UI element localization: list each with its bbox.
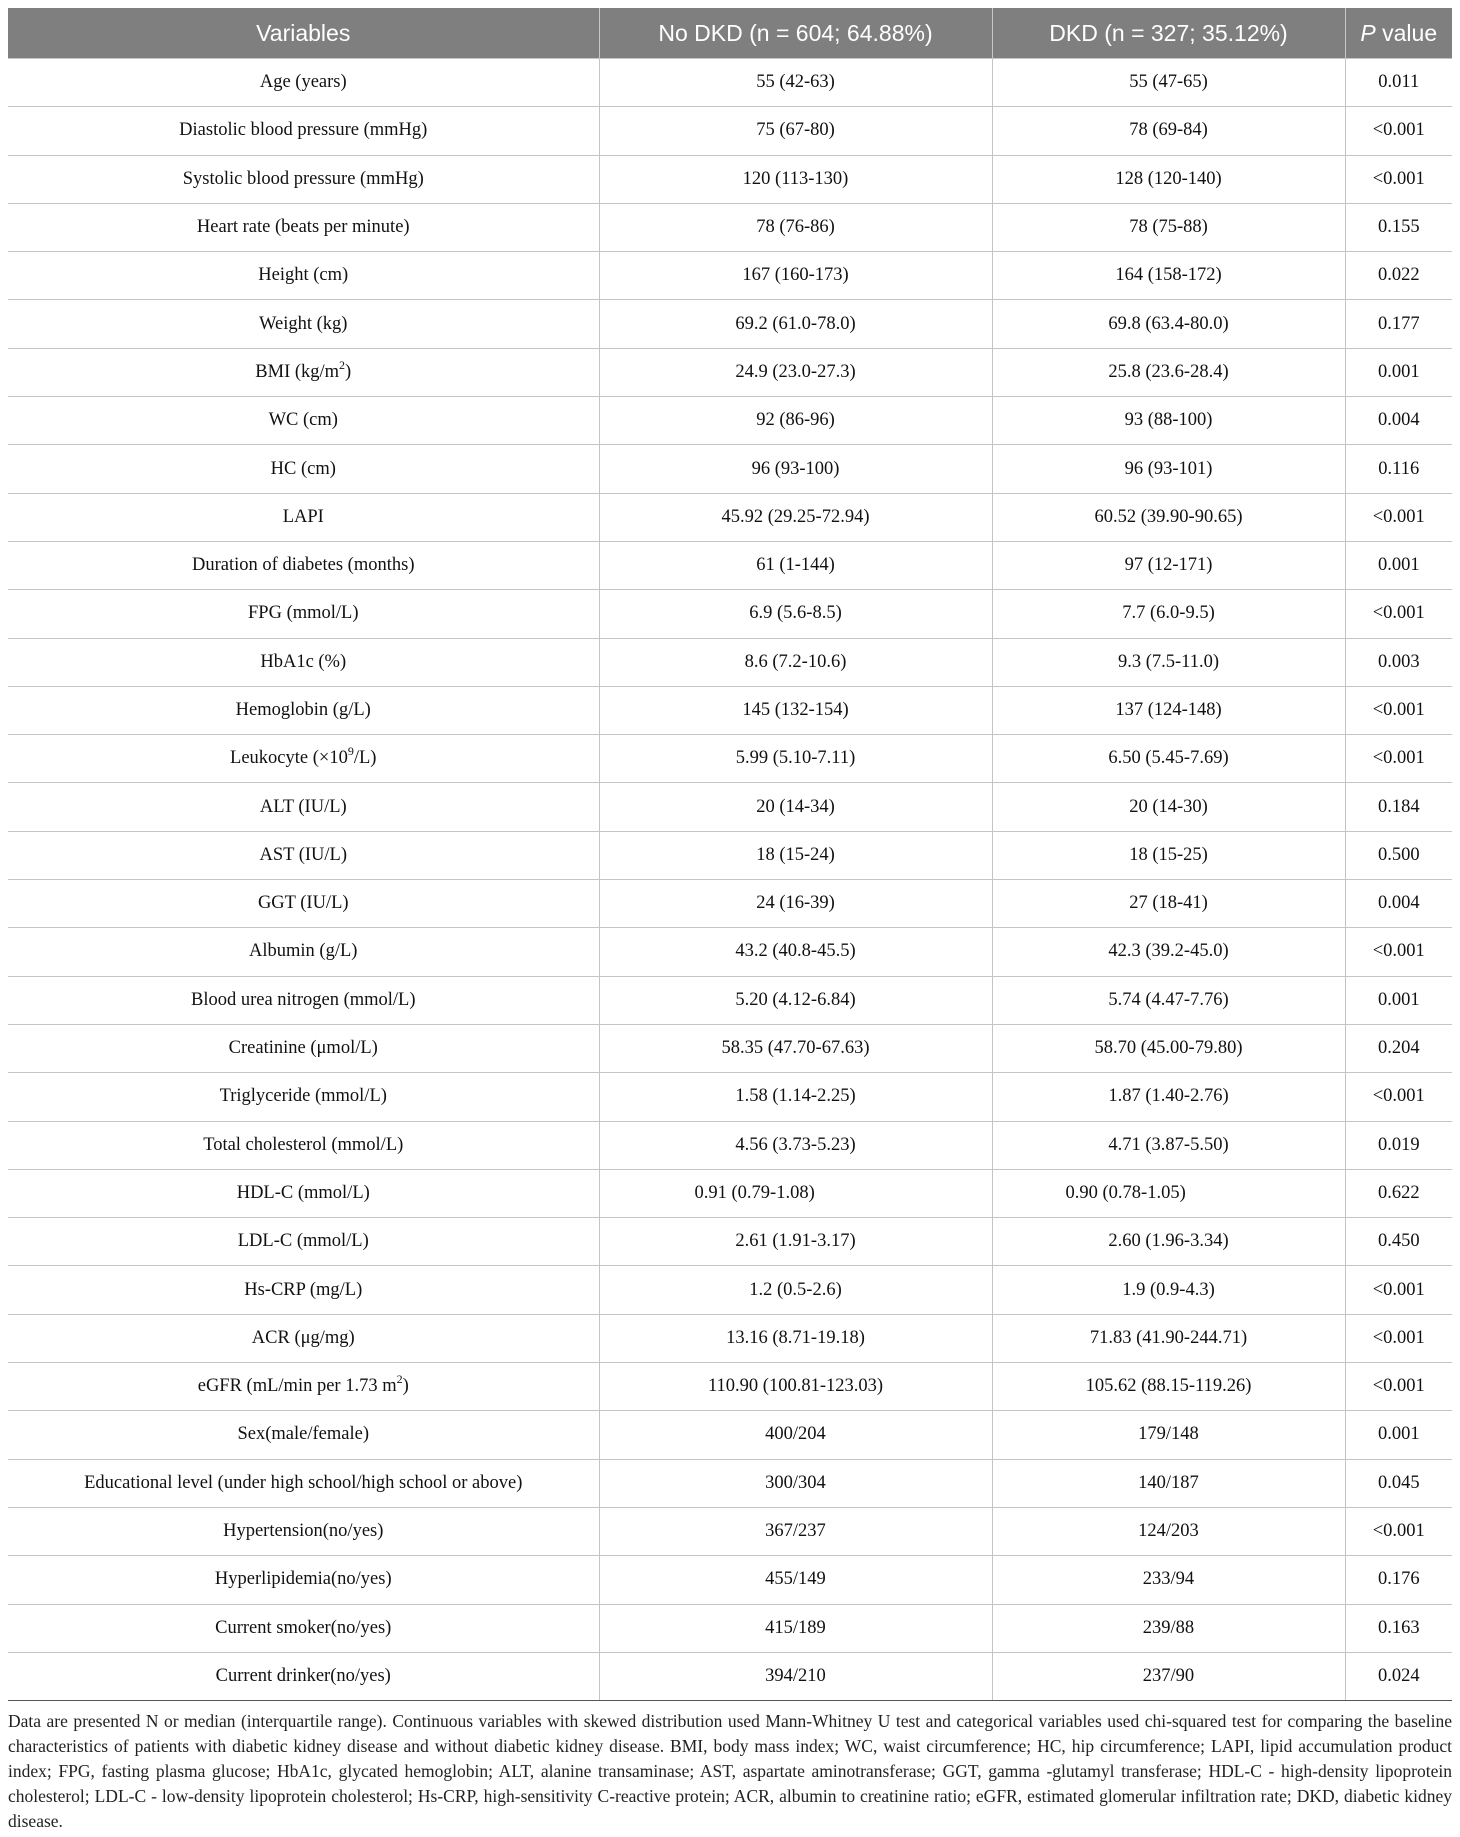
p-value: <0.001 bbox=[1345, 1266, 1452, 1314]
no-dkd-value: 55 (42-63) bbox=[599, 59, 992, 107]
header-p-rest: value bbox=[1375, 19, 1438, 46]
table-footnote: Data are presented N or median (interquartile range). Continuous variables with skewed distribution used Mann-Whitney U test and categorical variables used chi-squared test for comparing the baseline characteristics of patients with diabetic kidney disease and without diabetic kidney disease. BMI, body mass index; WC, waist circumference; HC, hip circumference; LAPI, lipid accumulation product index; FPG, fasting plasma glucose; HbA1c, glycated hemoglobin; ALT, alanine transaminase; AST, aspartate aminotransferase; GGT, gamma -glutamyl transferase; HDL-C - high-density lipoprotein cholesterol; LDL-C - low-density lipoprotein cholesterol; Hs-CRP, high-sensitivity C-reactive protein; ACR, albumin to creatinine ratio; eGFR, estimated glomerular infiltration rate; DKD, diabetic kidney disease. bbox=[8, 1711, 1452, 1832]
p-value: 0.177 bbox=[1345, 300, 1452, 348]
p-value: 0.001 bbox=[1345, 541, 1452, 589]
no-dkd-value: 24 (16-39) bbox=[599, 880, 992, 928]
p-value: 0.184 bbox=[1345, 783, 1452, 831]
no-dkd-value: 400/204 bbox=[599, 1411, 992, 1459]
variable-label: Diastolic blood pressure (mmHg) bbox=[8, 107, 599, 155]
variable-label: Duration of diabetes (months) bbox=[8, 541, 599, 589]
variable-label: HC (cm) bbox=[8, 445, 599, 493]
p-value: 0.204 bbox=[1345, 1024, 1452, 1072]
dkd-value: 137 (124-148) bbox=[992, 686, 1345, 734]
table-row bbox=[8, 928, 1452, 976]
variable-label: Triglyceride (mmol/L) bbox=[8, 1073, 599, 1121]
p-value: 0.001 bbox=[1345, 348, 1452, 396]
p-value: 0.001 bbox=[1345, 1411, 1452, 1459]
p-value: <0.001 bbox=[1345, 155, 1452, 203]
dkd-value: 60.52 (39.90-90.65) bbox=[992, 493, 1345, 541]
variable-label: Current smoker(no/yes) bbox=[8, 1604, 599, 1652]
p-value: 0.004 bbox=[1345, 397, 1452, 445]
variable-label: Systolic blood pressure (mmHg) bbox=[8, 155, 599, 203]
no-dkd-value: 78 (76-86) bbox=[599, 203, 992, 251]
dkd-value: 96 (93-101) bbox=[992, 445, 1345, 493]
table-header bbox=[8, 8, 1452, 59]
table-row bbox=[8, 638, 1452, 686]
variable-label: Hemoglobin (g/L) bbox=[8, 686, 599, 734]
p-value: <0.001 bbox=[1345, 686, 1452, 734]
p-value: <0.001 bbox=[1345, 1507, 1452, 1555]
no-dkd-value: 43.2 (40.8-45.5) bbox=[599, 928, 992, 976]
dkd-value: 233/94 bbox=[992, 1556, 1345, 1604]
p-value: 0.116 bbox=[1345, 445, 1452, 493]
no-dkd-value: 120 (113-130) bbox=[599, 155, 992, 203]
table-row bbox=[8, 252, 1452, 300]
dkd-value: 237/90 bbox=[992, 1652, 1345, 1700]
label-superscript: 2 bbox=[339, 357, 346, 372]
table-row bbox=[8, 831, 1452, 879]
variable-label: HDL-C (mmol/L) bbox=[8, 1169, 599, 1217]
p-value: 0.022 bbox=[1345, 252, 1452, 300]
variable-label: LDL-C (mmol/L) bbox=[8, 1218, 599, 1266]
dkd-value: 78 (69-84) bbox=[992, 107, 1345, 155]
header-no-dkd: No DKD (n = 604; 64.88%) bbox=[599, 8, 992, 59]
no-dkd-value: 61 (1-144) bbox=[599, 541, 992, 589]
table-row bbox=[8, 1218, 1452, 1266]
no-dkd-value: 69.2 (61.0-78.0) bbox=[599, 300, 992, 348]
variable-label: HbA1c (%) bbox=[8, 638, 599, 686]
table-row bbox=[8, 590, 1452, 638]
variable-label bbox=[8, 1363, 599, 1411]
p-value: <0.001 bbox=[1345, 1363, 1452, 1411]
no-dkd-value: 45.92 (29.25-72.94) bbox=[599, 493, 992, 541]
dkd-value: 25.8 (23.6-28.4) bbox=[992, 348, 1345, 396]
dkd-value: 128 (120-140) bbox=[992, 155, 1345, 203]
dkd-value: 9.3 (7.5-11.0) bbox=[992, 638, 1345, 686]
table-row bbox=[8, 59, 1452, 107]
variable-label: Total cholesterol (mmol/L) bbox=[8, 1121, 599, 1169]
variable-label: Creatinine (μmol/L) bbox=[8, 1024, 599, 1072]
p-value: 0.176 bbox=[1345, 1556, 1452, 1604]
table-row bbox=[8, 735, 1452, 783]
dkd-value: 140/187 bbox=[992, 1459, 1345, 1507]
no-dkd-value: 300/304 bbox=[599, 1459, 992, 1507]
dkd-value: 93 (88-100) bbox=[992, 397, 1345, 445]
no-dkd-value: 8.6 (7.2-10.6) bbox=[599, 638, 992, 686]
variable-label: Current drinker(no/yes) bbox=[8, 1652, 599, 1700]
no-dkd-value: 58.35 (47.70-67.63) bbox=[599, 1024, 992, 1072]
variable-label: Hypertension(no/yes) bbox=[8, 1507, 599, 1555]
no-dkd-value: 24.9 (23.0-27.3) bbox=[599, 348, 992, 396]
no-dkd-value: 1.58 (1.14-2.25) bbox=[599, 1073, 992, 1121]
label-text: eGFR (mL/min per 1.73 m bbox=[197, 1376, 397, 1397]
no-dkd-value: 145 (132-154) bbox=[599, 686, 992, 734]
p-value: 0.450 bbox=[1345, 1218, 1452, 1266]
dkd-value: 1.87 (1.40-2.76) bbox=[992, 1073, 1345, 1121]
label-text: Leukocyte (×10 bbox=[230, 748, 348, 769]
table-row bbox=[8, 1121, 1452, 1169]
dkd-value: 1.9 (0.9-4.3) bbox=[992, 1266, 1345, 1314]
p-value: <0.001 bbox=[1345, 928, 1452, 976]
variable-label: AST (IU/L) bbox=[8, 831, 599, 879]
no-dkd-value: 0.91 (0.79-1.08) bbox=[599, 1169, 992, 1217]
table-body bbox=[8, 59, 1452, 1701]
variable-label: Sex(male/female) bbox=[8, 1411, 599, 1459]
dkd-value: 6.50 (5.45-7.69) bbox=[992, 735, 1345, 783]
p-value: <0.001 bbox=[1345, 1314, 1452, 1362]
no-dkd-value: 92 (86-96) bbox=[599, 397, 992, 445]
p-value: 0.001 bbox=[1345, 976, 1452, 1024]
table-row bbox=[8, 1507, 1452, 1555]
variable-label: Albumin (g/L) bbox=[8, 928, 599, 976]
table-row bbox=[8, 1266, 1452, 1314]
variable-label: Blood urea nitrogen (mmol/L) bbox=[8, 976, 599, 1024]
table-row bbox=[8, 1314, 1452, 1362]
dkd-value: 58.70 (45.00-79.80) bbox=[992, 1024, 1345, 1072]
p-value: <0.001 bbox=[1345, 493, 1452, 541]
p-value: 0.003 bbox=[1345, 638, 1452, 686]
p-value: <0.001 bbox=[1345, 590, 1452, 638]
variable-label bbox=[8, 735, 599, 783]
no-dkd-value: 394/210 bbox=[599, 1652, 992, 1700]
table-row bbox=[8, 300, 1452, 348]
table-row bbox=[8, 1363, 1452, 1411]
dkd-value: 179/148 bbox=[992, 1411, 1345, 1459]
label-superscript: 2 bbox=[396, 1372, 403, 1386]
table-row bbox=[8, 155, 1452, 203]
variable-label: ALT (IU/L) bbox=[8, 783, 599, 831]
label-text-suffix: ) bbox=[345, 361, 352, 382]
table-row bbox=[8, 783, 1452, 831]
variable-label: GGT (IU/L) bbox=[8, 880, 599, 928]
variable-label: ACR (μg/mg) bbox=[8, 1314, 599, 1362]
dkd-value: 105.62 (88.15-119.26) bbox=[992, 1363, 1345, 1411]
no-dkd-value: 20 (14-34) bbox=[599, 783, 992, 831]
table-row bbox=[8, 880, 1452, 928]
dkd-value: 7.7 (6.0-9.5) bbox=[992, 590, 1345, 638]
no-dkd-value: 455/149 bbox=[599, 1556, 992, 1604]
dkd-value: 55 (47-65) bbox=[992, 59, 1345, 107]
dkd-value: 71.83 (41.90-244.71) bbox=[992, 1314, 1345, 1362]
no-dkd-value: 5.99 (5.10-7.11) bbox=[599, 735, 992, 783]
dkd-value: 20 (14-30) bbox=[992, 783, 1345, 831]
label-superscript: 9 bbox=[347, 744, 354, 759]
table-row bbox=[8, 976, 1452, 1024]
dkd-value: 18 (15-25) bbox=[992, 831, 1345, 879]
p-value: 0.024 bbox=[1345, 1652, 1452, 1700]
variable-label: WC (cm) bbox=[8, 397, 599, 445]
dkd-value: 69.8 (63.4-80.0) bbox=[992, 300, 1345, 348]
no-dkd-value: 18 (15-24) bbox=[599, 831, 992, 879]
label-text: BMI (kg/m bbox=[255, 361, 340, 382]
variable-label: FPG (mmol/L) bbox=[8, 590, 599, 638]
table-row bbox=[8, 541, 1452, 589]
table-row bbox=[8, 1169, 1452, 1217]
variable-label: LAPI bbox=[8, 493, 599, 541]
table-row bbox=[8, 1459, 1452, 1507]
dkd-value: 2.60 (1.96-3.34) bbox=[992, 1218, 1345, 1266]
p-value: 0.019 bbox=[1345, 1121, 1452, 1169]
p-value: 0.163 bbox=[1345, 1604, 1452, 1652]
no-dkd-value: 110.90 (100.81-123.03) bbox=[599, 1363, 992, 1411]
dkd-value: 239/88 bbox=[992, 1604, 1345, 1652]
p-value: 0.004 bbox=[1345, 880, 1452, 928]
label-text-suffix: /L) bbox=[353, 748, 377, 769]
dkd-value: 4.71 (3.87-5.50) bbox=[992, 1121, 1345, 1169]
p-value: 0.155 bbox=[1345, 203, 1452, 251]
variable-label: Heart rate (beats per minute) bbox=[8, 203, 599, 251]
table-row bbox=[8, 397, 1452, 445]
dkd-value: 78 (75-88) bbox=[992, 203, 1345, 251]
table-row bbox=[8, 203, 1452, 251]
header-row bbox=[8, 8, 1452, 59]
table-row bbox=[8, 348, 1452, 396]
variable-label: Educational level (under high school/high school or above) bbox=[8, 1459, 599, 1507]
table-row bbox=[8, 1411, 1452, 1459]
no-dkd-value: 4.56 (3.73-5.23) bbox=[599, 1121, 992, 1169]
no-dkd-value: 75 (67-80) bbox=[599, 107, 992, 155]
no-dkd-value: 6.9 (5.6-8.5) bbox=[599, 590, 992, 638]
table-row bbox=[8, 1652, 1452, 1700]
no-dkd-value: 5.20 (4.12-6.84) bbox=[599, 976, 992, 1024]
p-value: 0.011 bbox=[1345, 59, 1452, 107]
header-p-italic: P bbox=[1360, 19, 1376, 46]
header-variables: Variables bbox=[8, 8, 599, 59]
dkd-value: 124/203 bbox=[992, 1507, 1345, 1555]
p-value: <0.001 bbox=[1345, 1073, 1452, 1121]
no-dkd-value: 2.61 (1.91-3.17) bbox=[599, 1218, 992, 1266]
table-row bbox=[8, 107, 1452, 155]
dkd-value: 5.74 (4.47-7.76) bbox=[992, 976, 1345, 1024]
table-row bbox=[8, 445, 1452, 493]
p-value: 0.045 bbox=[1345, 1459, 1452, 1507]
dkd-value: 42.3 (39.2-45.0) bbox=[992, 928, 1345, 976]
p-value: <0.001 bbox=[1345, 735, 1452, 783]
no-dkd-value: 367/237 bbox=[599, 1507, 992, 1555]
table-row bbox=[8, 1024, 1452, 1072]
dkd-value: 0.90 (0.78-1.05) bbox=[992, 1169, 1345, 1217]
no-dkd-value: 415/189 bbox=[599, 1604, 992, 1652]
dkd-value: 164 (158-172) bbox=[992, 252, 1345, 300]
no-dkd-value: 1.2 (0.5-2.6) bbox=[599, 1266, 992, 1314]
table-row bbox=[8, 686, 1452, 734]
no-dkd-value: 13.16 (8.71-19.18) bbox=[599, 1314, 992, 1362]
baseline-characteristics-table bbox=[8, 8, 1452, 1701]
variable-label: Weight (kg) bbox=[8, 300, 599, 348]
variable-label: Hyperlipidemia(no/yes) bbox=[8, 1556, 599, 1604]
p-value: <0.001 bbox=[1345, 107, 1452, 155]
dkd-value: 97 (12-171) bbox=[992, 541, 1345, 589]
header-p-value bbox=[1345, 8, 1452, 59]
p-value: 0.622 bbox=[1345, 1169, 1452, 1217]
variable-label: Height (cm) bbox=[8, 252, 599, 300]
label-text-suffix: ) bbox=[402, 1376, 409, 1397]
no-dkd-value: 167 (160-173) bbox=[599, 252, 992, 300]
table-container bbox=[8, 8, 1452, 1834]
table-row bbox=[8, 1073, 1452, 1121]
variable-label: Age (years) bbox=[8, 59, 599, 107]
table-row bbox=[8, 1556, 1452, 1604]
header-dkd: DKD (n = 327; 35.12%) bbox=[992, 8, 1345, 59]
variable-label bbox=[8, 348, 599, 396]
dkd-value: 27 (18-41) bbox=[992, 880, 1345, 928]
variable-label: Hs-CRP (mg/L) bbox=[8, 1266, 599, 1314]
table-row bbox=[8, 1604, 1452, 1652]
table-row bbox=[8, 493, 1452, 541]
p-value: 0.500 bbox=[1345, 831, 1452, 879]
no-dkd-value: 96 (93-100) bbox=[599, 445, 992, 493]
